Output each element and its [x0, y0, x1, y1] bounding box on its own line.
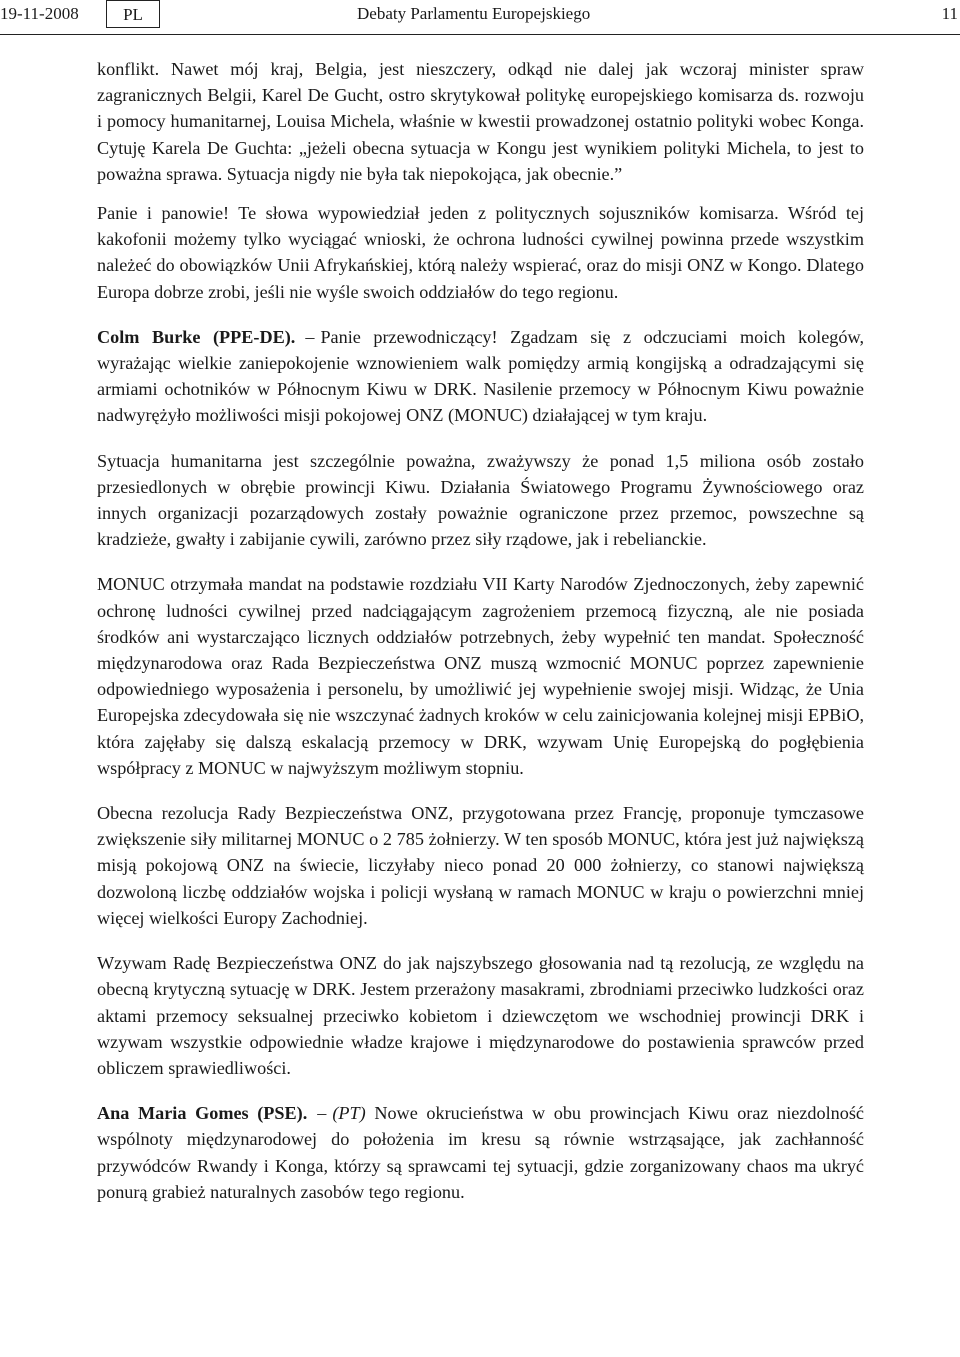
language-tag: (PT): [332, 1103, 366, 1124]
publication-title: Debaty Parlamentu Europejskiego: [357, 4, 591, 23]
header-date: 19-11-2008: [0, 4, 79, 23]
speaker-name: Colm Burke (PPE-DE).: [97, 326, 296, 347]
speech-dash: –: [317, 1103, 327, 1124]
document-body: [97, 56, 864, 1224]
paragraph-call-to-vote: Wzywam Radę Bezpieczeństwa ONZ do jak najszybszego głosowania nad tą rezolucją, ze względu na obecną krytyczną sytuację w DRK. Jestem przerażony masakrami, zbrodniami przeciwko ludzkości oraz aktami przemocy seksualnej przeciwko kobietom i dziewczętom we wschodniej prowincji DRK i wzywam wszystkie odpowiednie władze krajowe i międzynarodowe do postawienia sprawców przed obliczem sprawiedliwości.: [97, 953, 864, 1078]
paragraph-ana-maria-gomes: [97, 1100, 864, 1205]
speech-text: Nowe okrucieństwa w obu prowincjach Kiwu oraz niezdolność wspólnoty międzynarodowej do położenia im kresu są równie wstrząsające, jak zachłanność przywódców Rwandy i Konga, którzy są sprawcami tej sytuacji, gdzie zorganizowany chaos ma ukryć ponurą grabież naturalnych zasobów tego regionu.: [97, 1103, 864, 1202]
language-code-box: PL: [106, 0, 160, 28]
speech-dash: –: [305, 326, 315, 347]
header-divider: [0, 34, 960, 35]
paragraph-resolution: Obecna rezolucja Rady Bezpieczeństwa ONZ, przygotowana przez Francję, proponuje tymczasowe zwiększenie siły militarnej MONUC o 2 785 żołnierzy. W ten sposób MONUC, która jest już największą misją pokojową ONZ na świecie, liczyłaby nieco ponad 20 000 żołnierzy, co stanowi największą dozwoloną liczbę oddziałów wojska i policji wysłaną w ramach MONUC w kraju o powierzchni mniej więcej wielkości Europy Zachodniej.: [97, 803, 864, 928]
paragraph-humanitarian: Sytuacja humanitarna jest szczególnie poważna, zważywszy że ponad 1,5 miliona osób zostało przesiedlonych w obrębie prowincji Kiwu. Działania Światowego Programu Żywnościowego oraz innych organizacji pozarządowych zostały poważnie ograniczone przez przemoc, powszechne są kradzieże, gwałty i zabijanie cywili, zarówno przez siły rządowe, jak i rebelianckie.: [97, 450, 864, 550]
paragraph-continuation: konflikt. Nawet mój kraj, Belgia, jest nieszczery, odkąd nie dalej jak wczoraj minister spraw zagranicznych Belgii, Karel De Gucht, ostro skrytykował politykę europejskiego komisarza ds. rozwoju i pomocy humanitarnej, Louisa Michela, właśnie w kwestii prowadzonej ostatnio polityki wobec Konga. Cytuję Karela De Guchta: „jeżeli obecna sytuacja w Kongu jest wynikiem polityki Michela, to jest to poważna sprawa. Sytuacja nigdy nie była tak niepokojąca, jak obecnie.”: [97, 59, 864, 184]
paragraph-remarks: Panie i panowie! Te słowa wypowiedział jeden z politycznych sojuszników komisarza. Wśród tej kakofonii możemy tylko wyciągać wnioski, że ochrona ludności cywilnej powinna przede wszystkim należeć do obowiązków Unii Afrykańskiej, którą należy wspierać, oraz do misji ONZ w Kongo. Dlatego Europa dobrze zrobi, jeśli nie wyśle swoich oddziałów do tego regionu.: [97, 203, 864, 302]
paragraph-monuc-mandate: MONUC otrzymała mandat na podstawie rozdziału VII Karty Narodów Zjednoczonych, żeby zapewnić ochronę ludności cywilnej przed nadciągającym zagrożeniem przemocą fizyczną, ale nie posiada środków ani wystarczająco licznych oddziałów potrzebnych, żeby wypełnić ten mandat. Społeczność międzynarodowa oraz Rada Bezpieczeństwa ONZ muszą wzmocnić MONUC poprzez zapewnienie odpowiedniego wyposażenia i personelu, by umożliwić jej wypełnienie swojej misji. Widząc, że Unia Europejska zdecydowała się nie wszczynać żadnych kroków w celu zainicjowania kolejnej misji EPBiO, która zajęłaby się dalszą eskalacją przemocy w DRK, wzywam Unię Europejską do pogłębienia współpracy z MONUC w najwyższym możliwym stopniu.: [97, 574, 864, 778]
page-number: 11: [941, 4, 958, 23]
page-header: [0, 0, 960, 34]
speaker-name: Ana Maria Gomes (PSE).: [97, 1103, 308, 1124]
paragraph-colm-burke: [97, 324, 864, 429]
speech-text: Panie przewodniczący! Zgadzam się z odczuciami moich kolegów, wyrażając wielkie zaniepokojenie wznowieniem walk pomiędzy armią kongijską a odradzającymi się armiami ochotników w Północnym Kiwu w DRK. Nasilenie przemocy w Północnym Kiwu poważnie nadwyrężyło możliwości misji pokojowej ONZ (MONUC) działającej w tym kraju.: [97, 326, 864, 426]
